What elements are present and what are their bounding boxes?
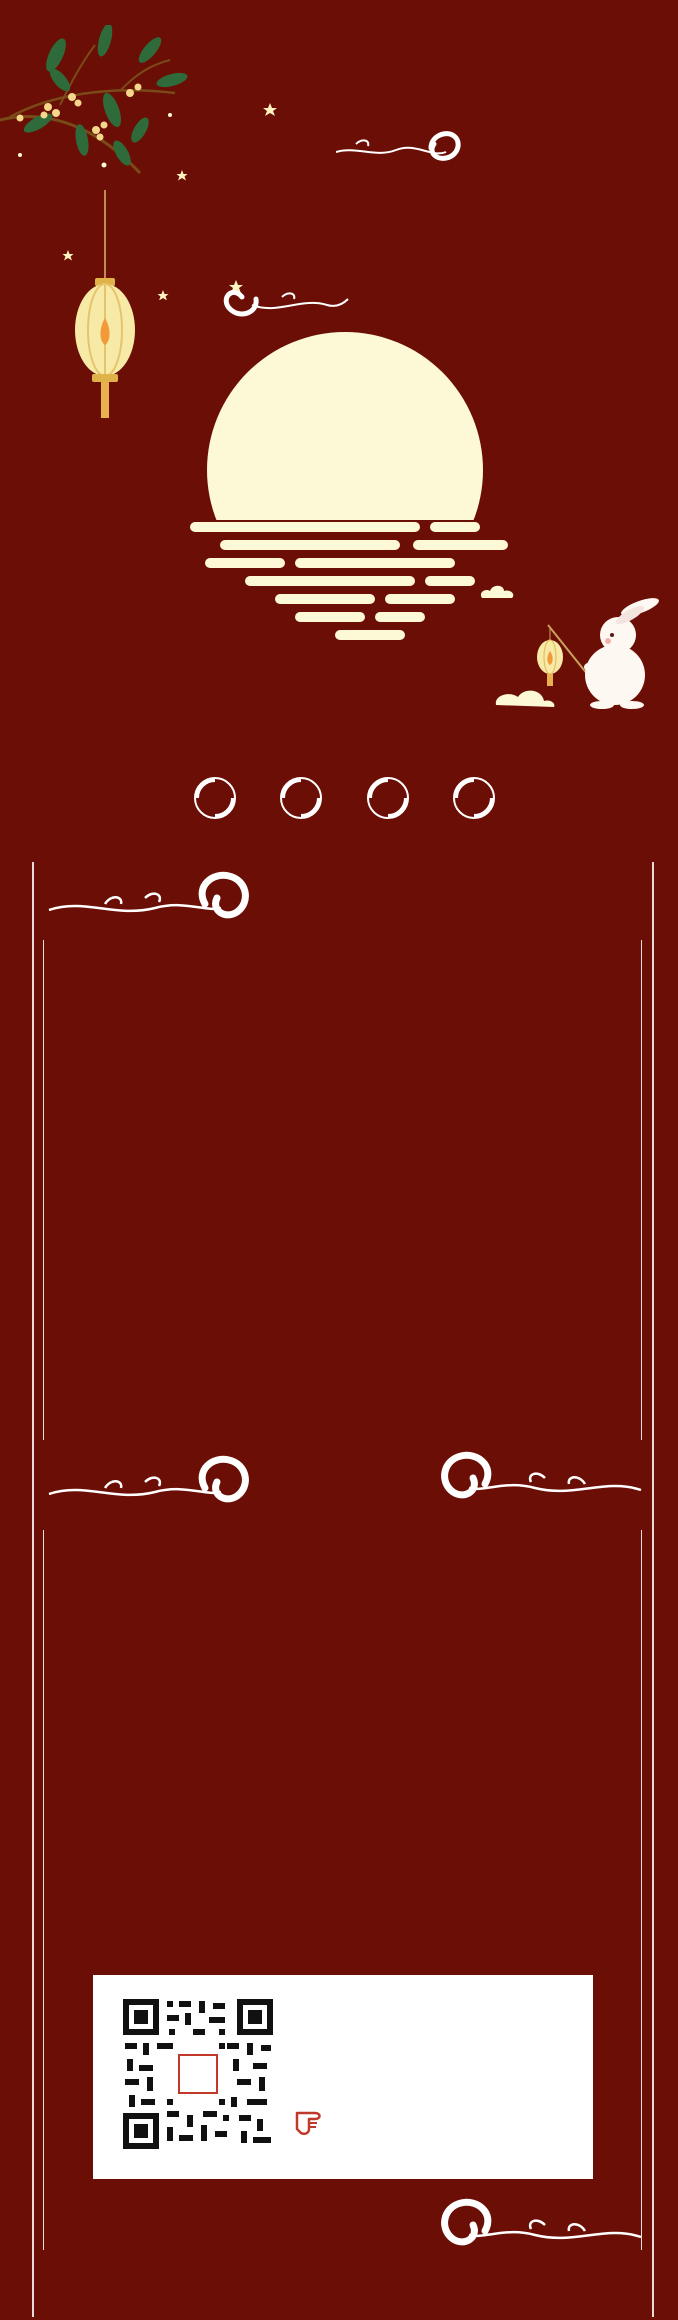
inner-frame-right-2 [641, 1530, 642, 2250]
frame-right-line [652, 862, 654, 2317]
qr-card [93, 1975, 593, 2179]
qr-code-icon[interactable] [123, 1999, 273, 2149]
cloud-swirl-divider-right-icon [430, 1448, 645, 1518]
badge-char [193, 776, 237, 820]
cloud-swirl-divider-icon [45, 868, 260, 933]
cloud-swirl-divider-bottom-icon [430, 2195, 645, 2270]
rabbit-with-lantern-icon [490, 595, 665, 710]
badge-xin [279, 776, 323, 820]
badge-char [452, 776, 496, 820]
badge-ti [366, 776, 410, 820]
badge-wen [193, 776, 237, 820]
frame-left-line [32, 862, 34, 2317]
cloud-swirl-icon [336, 128, 466, 170]
pointing-hand-icon [295, 2103, 331, 2137]
badge-char [366, 776, 410, 820]
inner-frame-left-2 [43, 1530, 44, 2250]
badge-xing [452, 776, 496, 820]
full-moon-icon [185, 330, 515, 660]
cloud-swirl-left-icon [222, 275, 352, 323]
inner-frame-left-1 [43, 940, 44, 1440]
inner-frame-right-1 [641, 940, 642, 1440]
cloud-swirl-divider-icon [45, 1452, 260, 1522]
badge-char [279, 776, 323, 820]
